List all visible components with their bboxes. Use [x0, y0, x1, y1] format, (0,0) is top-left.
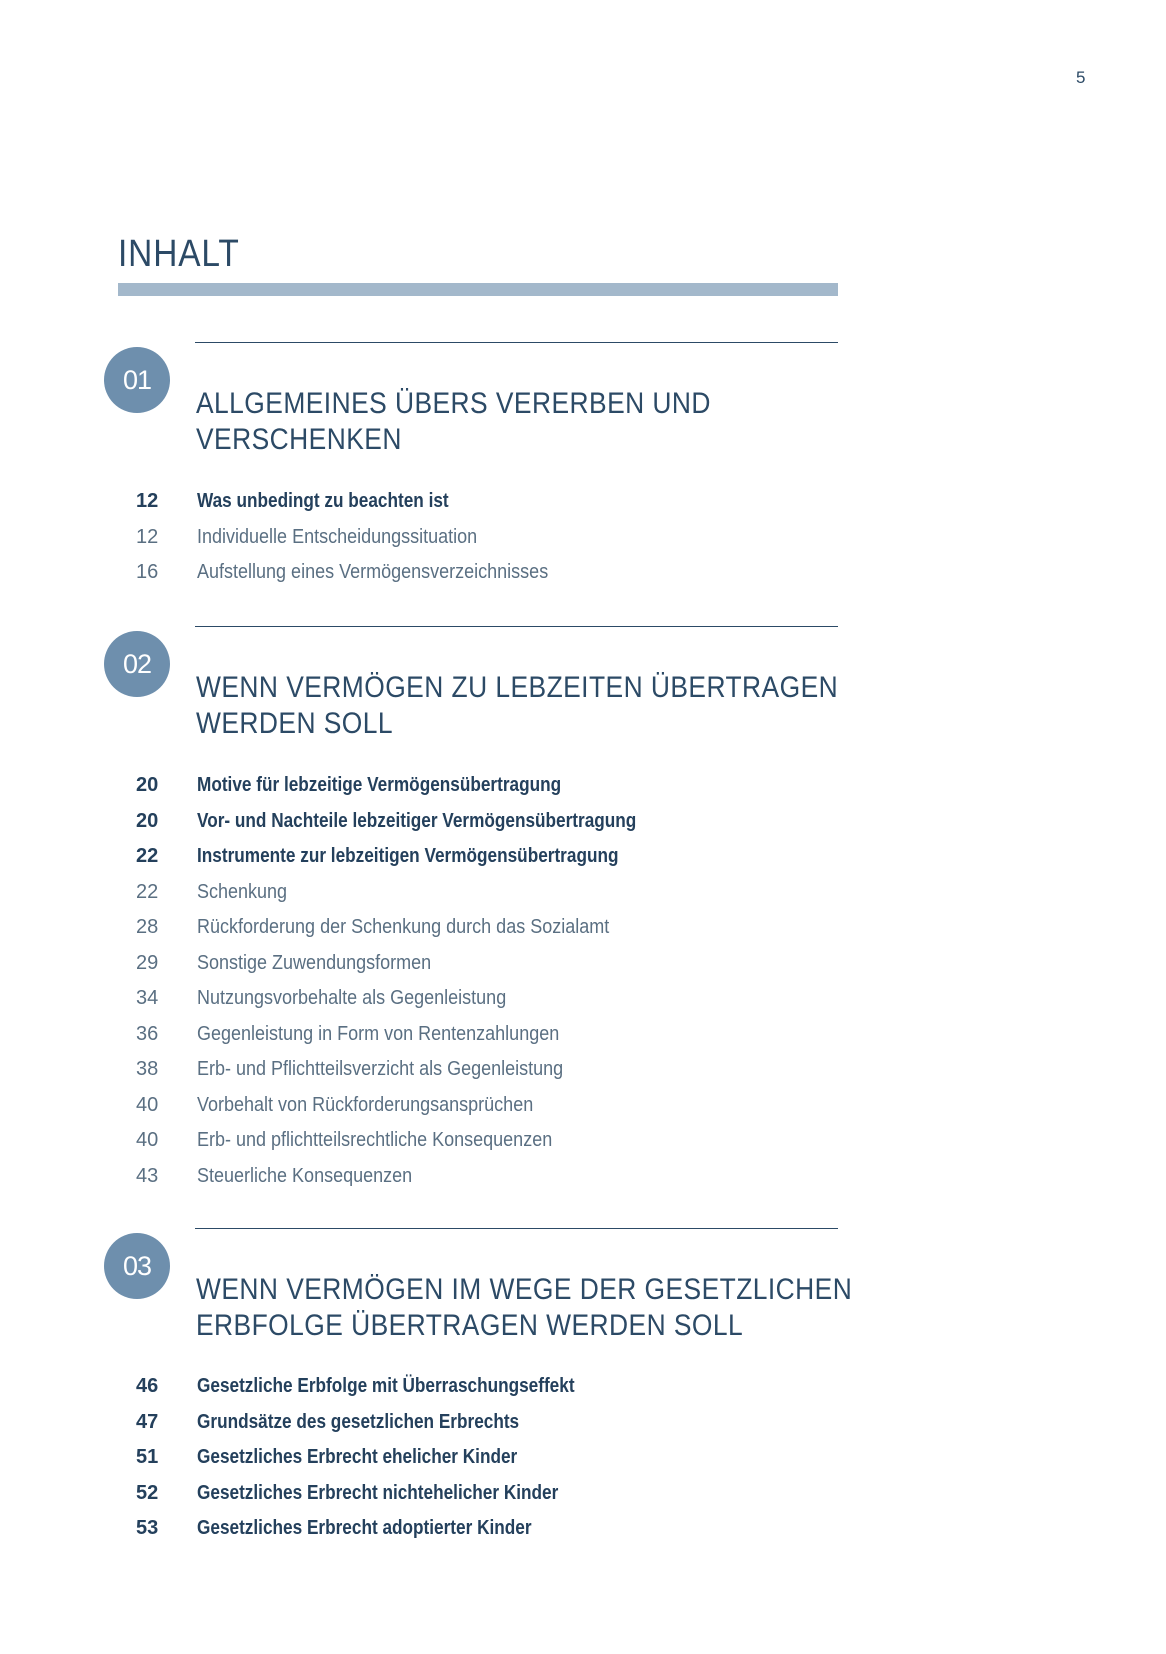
toc-entry-page-number: 40 — [136, 1093, 159, 1116]
toc-entry[interactable] — [0, 804, 900, 838]
toc-entry-title: Gesetzliches Erbrecht ehelicher Kinder — [197, 1446, 518, 1468]
toc-entry-page-number: 34 — [136, 987, 159, 1009]
toc-entry-page-number: 20 — [136, 774, 159, 796]
toc-entry-page-number: 43 — [136, 1164, 159, 1187]
toc-entry-page-number: 22 — [136, 845, 159, 867]
toc-entry-title: Erb- und Pflichtteilsverzicht als Gegenleistung — [197, 1058, 564, 1080]
toc-entry-title: Vorbehalt von Rückforderungsansprüchen — [197, 1093, 534, 1116]
page-title: INHALT — [118, 233, 240, 276]
section-heading-line: ALLGEMEINES ÜBERS VERERBEN UND — [196, 386, 711, 420]
section-heading-line: WENN VERMÖGEN ZU LEBZEITEN ÜBERTRAGEN — [196, 670, 839, 704]
toc-entry-title: Individuelle Entscheidungssituation — [197, 525, 478, 548]
toc-entry-title: Gegenleistung in Form von Rentenzahlungen — [197, 1022, 560, 1045]
toc-entry[interactable] — [0, 520, 900, 554]
section-number-badge: 01 — [104, 347, 170, 413]
toc-entry-page-number: 52 — [136, 1481, 159, 1504]
section-heading-line: ERBFOLGE ÜBERTRAGEN WERDEN SOLL — [196, 1308, 744, 1342]
toc-entry[interactable] — [0, 1088, 900, 1122]
toc-entry[interactable] — [0, 1369, 900, 1403]
toc-entry-page-number: 29 — [136, 951, 159, 974]
toc-entry[interactable] — [0, 981, 900, 1015]
page-number: 5 — [1076, 68, 1086, 87]
toc-entry[interactable] — [0, 1440, 900, 1474]
toc-entry-page-number: 22 — [136, 880, 159, 903]
title-underline-bar — [118, 283, 838, 296]
section-heading — [196, 1272, 853, 1344]
toc-entry-title: Nutzungsvorbehalte als Gegenleistung — [197, 987, 507, 1009]
section-heading — [196, 386, 812, 458]
toc-entry[interactable] — [0, 839, 900, 873]
toc-entry[interactable] — [0, 1123, 900, 1157]
section-heading-line: WERDEN SOLL — [196, 706, 394, 740]
section-number-badge: 03 — [104, 1233, 170, 1299]
toc-entry-page-number: 51 — [136, 1446, 159, 1468]
toc-entry-page-number: 53 — [136, 1517, 159, 1539]
toc-entry-title: Was unbedingt zu beachten ist — [197, 490, 449, 512]
toc-entry-title: Gesetzliches Erbrecht nichtehelicher Kinder — [197, 1481, 559, 1504]
section-number-badge: 02 — [104, 631, 170, 697]
toc-entry-page-number: 12 — [136, 525, 159, 548]
section-divider — [195, 342, 838, 343]
toc-entry-title: Sonstige Zuwendungsformen — [197, 951, 432, 974]
toc-entry-title: Motive für lebzeitige Vermögensübertragung — [197, 774, 562, 796]
toc-entry-page-number: 12 — [136, 490, 159, 512]
toc-entry-title: Grundsätze des gesetzlichen Erbrechts — [197, 1410, 520, 1433]
section-heading-line: VERSCHENKEN — [196, 422, 402, 456]
section-heading — [196, 670, 839, 742]
toc-entry-title: Aufstellung eines Vermögensverzeichnisses — [197, 561, 549, 583]
toc-entry-page-number: 28 — [136, 916, 159, 938]
toc-entry-title: Schenkung — [197, 880, 288, 903]
toc-entry[interactable] — [0, 1405, 900, 1439]
toc-entry-title: Steuerliche Konsequenzen — [197, 1164, 413, 1187]
toc-entry-title: Erb- und pflichtteilsrechtliche Konsequenzen — [197, 1129, 553, 1151]
toc-entry-title: Gesetzliches Erbrecht adoptierter Kinder — [197, 1517, 532, 1539]
toc-entry[interactable] — [0, 1017, 900, 1051]
toc-entry-title: Rückforderung der Schenkung durch das Sozialamt — [197, 916, 610, 938]
toc-entry[interactable] — [0, 768, 900, 802]
toc-entry-title: Instrumente zur lebzeitigen Vermögensübertragung — [197, 845, 619, 867]
toc-entry-page-number: 36 — [136, 1022, 159, 1045]
toc-entry[interactable] — [0, 1476, 900, 1510]
toc-entry-page-number: 40 — [136, 1129, 159, 1151]
toc-entry[interactable] — [0, 875, 900, 909]
toc-entry-page-number: 47 — [136, 1410, 159, 1433]
toc-entry[interactable] — [0, 1052, 900, 1086]
toc-entry-page-number: 38 — [136, 1058, 159, 1080]
toc-entry-page-number: 46 — [136, 1375, 159, 1397]
toc-entry[interactable] — [0, 484, 900, 518]
toc-entry[interactable] — [0, 555, 900, 589]
toc-entry[interactable] — [0, 910, 900, 944]
toc-entry-title: Vor- und Nachteile lebzeitiger Vermögensübertragung — [197, 809, 637, 832]
section-divider — [195, 1228, 838, 1229]
toc-entry-title: Gesetzliche Erbfolge mit Überraschungseffekt — [197, 1375, 575, 1397]
toc-entry[interactable] — [0, 1159, 900, 1193]
toc-entry-page-number: 16 — [136, 561, 159, 583]
toc-entry[interactable] — [0, 946, 900, 980]
section-heading-line: WENN VERMÖGEN IM WEGE DER GESETZLICHEN — [196, 1272, 853, 1306]
toc-entry[interactable] — [0, 1511, 900, 1545]
section-divider — [195, 626, 838, 627]
toc-entry-page-number: 20 — [136, 809, 159, 832]
